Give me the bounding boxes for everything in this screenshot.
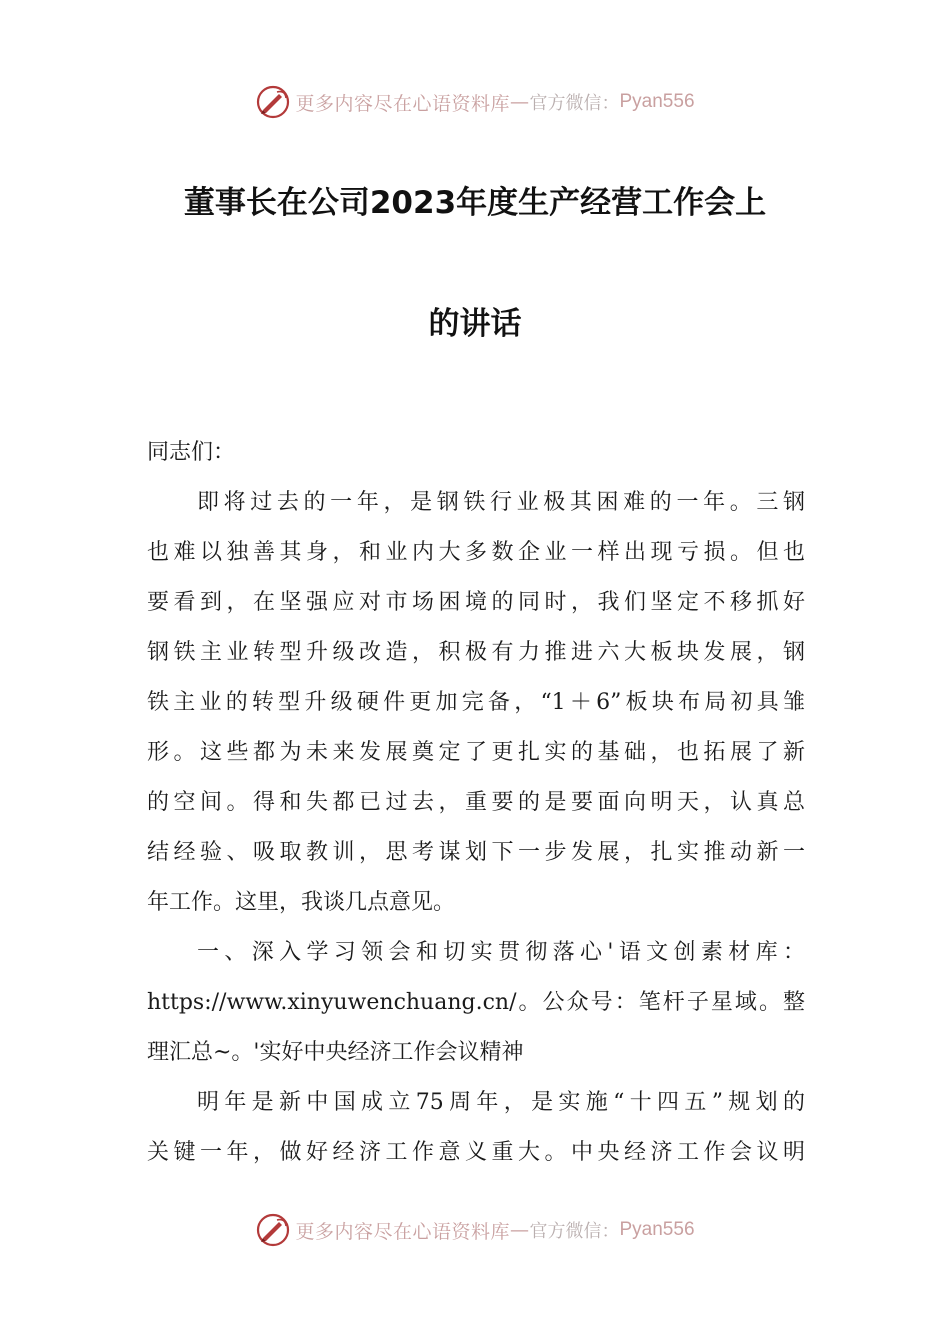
body-line: 明年是新中国成立75周年，是实施“十四五”规划的 bbox=[197, 1090, 805, 1115]
body-line: 形。这些都为未来发展奠定了更扎实的基础，也拓展了新 bbox=[147, 740, 805, 765]
pen-logo-icon bbox=[255, 1212, 291, 1248]
watermark-dash: — bbox=[510, 1219, 530, 1241]
salutation: 同志们： bbox=[147, 440, 236, 465]
body-line: 关键一年，做好经济工作意义重大。中央经济工作会议明 bbox=[147, 1140, 805, 1165]
document-body bbox=[147, 428, 805, 1178]
document-title-line-2: 的讲话 bbox=[428, 306, 522, 342]
body-line: 即将过去的一年，是钢铁行业极其困难的一年。三钢 bbox=[197, 490, 805, 515]
pen-logo-icon bbox=[255, 84, 291, 120]
watermark-wechat-label: 官方微信： bbox=[529, 1221, 620, 1242]
section-heading-line: https://www.xinyuwenchuang.cn/。公众号：笔杆子星域。整 bbox=[147, 990, 805, 1015]
watermark-wechat-id: Pyan556 bbox=[619, 1219, 695, 1240]
body-line: 铁主业的转型升级硬件更加完备，“1＋6”板块布局初具雏 bbox=[147, 690, 805, 715]
document-title-line-1: 董事长在公司2023年度生产经营工作会上 bbox=[183, 185, 767, 221]
watermark-text: 更多内容尽在心语资料库 bbox=[295, 92, 510, 115]
body-line: 结经验、吸取教训，思考谋划下一步发展，扎实推动新一 bbox=[147, 840, 805, 865]
watermark-text: 更多内容尽在心语资料库 bbox=[295, 1220, 510, 1243]
watermark-wechat-id: Pyan556 bbox=[619, 91, 695, 112]
body-line: 要看到，在坚强应对市场困境的同时，我们坚定不移抓好 bbox=[147, 590, 805, 615]
section-heading-line: 一、深入学习领会和切实贯彻落心'语文创素材库： bbox=[197, 940, 805, 965]
watermark-wechat-label: 官方微信： bbox=[529, 93, 620, 114]
body-line: 钢铁主业转型升级改造，积极有力推进六大板块发展，钢 bbox=[147, 640, 805, 665]
footer-watermark bbox=[0, 1210, 950, 1250]
watermark-dash: — bbox=[510, 91, 530, 113]
header-watermark bbox=[0, 82, 950, 122]
body-line: 的空间。得和失都已过去，重要的是要面向明天，认真总 bbox=[147, 790, 805, 815]
body-line: 也难以独善其身，和业内大多数企业一样出现亏损。但也 bbox=[147, 540, 805, 565]
body-line: 年工作。这里，我谈几点意见。 bbox=[147, 890, 456, 915]
section-heading-line: 理汇总~。'实好中央经济工作会议精神 bbox=[147, 1040, 524, 1065]
